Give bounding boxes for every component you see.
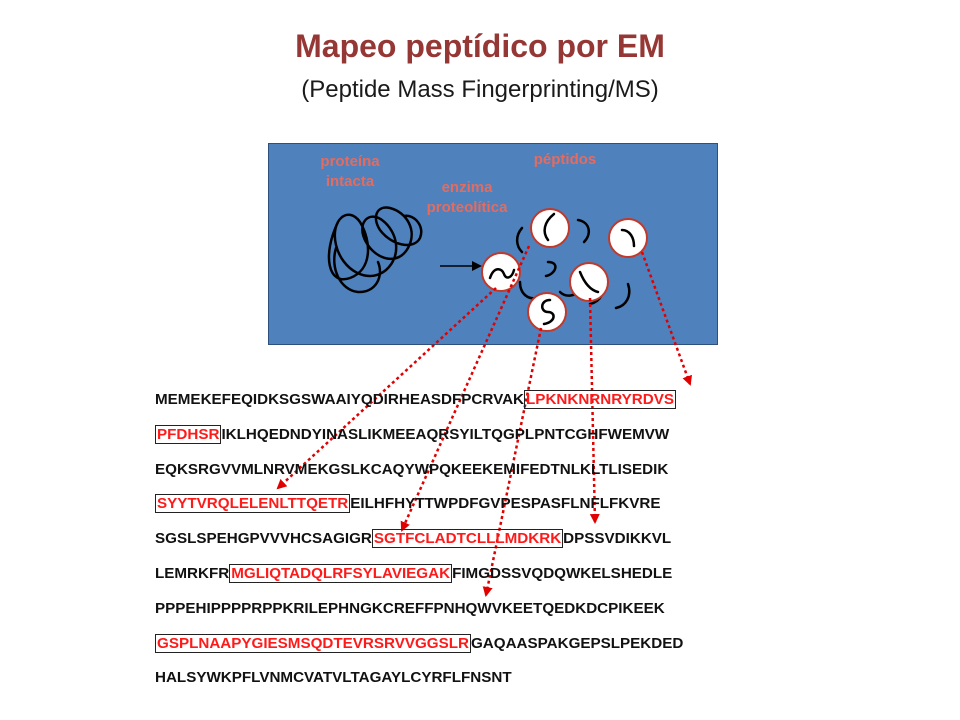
peptide-circle <box>609 219 647 257</box>
sequence-segment: HALSYWKPFLVNMCVATVLTAGAYLCYRFLFNSNT <box>155 669 512 687</box>
peptide-fragment <box>578 220 589 242</box>
highlighted-peptide: PFDHSR <box>157 425 220 443</box>
sequence-segment: FIMGDSSVQDQWKELSHEDLE <box>452 564 673 582</box>
sequence-segment: SGSLSPEHGPVVVHCSAGIGR <box>155 530 372 548</box>
sequence-segment: EILHFHYTTWPDFGVPESPASFLNFLFKVRE <box>350 495 661 513</box>
protein-sequence <box>155 390 855 703</box>
peptide-fragment <box>546 262 555 276</box>
sequence-line <box>155 425 855 460</box>
label-peptides-text: péptidos <box>533 151 597 168</box>
sequence-line <box>155 494 855 529</box>
sequence-line <box>155 529 855 564</box>
sequence-segment: EQKSRGVVMLNRVMEKGSLKCAQYWPQKEEKEMIFEDTNLKLTLISEDIK <box>155 460 669 478</box>
sequence-segment: MEMEKEFEQIDKSGSWAAIYQDIRHEASDFPCRVAK <box>155 391 525 408</box>
page-title: Mapeo peptídico por EM <box>295 28 665 64</box>
sequence-line <box>155 564 855 599</box>
peptide-fragment <box>616 284 629 308</box>
sequence-segment: GAQAASPAKGEPSLPEKDED <box>470 634 684 652</box>
label-proteolytic-enzyme-text: enzima proteolítica <box>426 179 508 216</box>
peptide-fragment <box>517 228 522 252</box>
mapping-arrow <box>642 252 690 384</box>
highlighted-peptide: GSPLNAAPYGIESMSQDTEVRSRVVGGSLR <box>157 634 469 652</box>
peptide-circle <box>531 209 569 247</box>
sequence-line <box>155 599 855 634</box>
highlighted-peptide: LPKNKNRNRYRDVS <box>526 391 674 408</box>
sequence-segment: DPSSVDIKKVL <box>563 530 672 548</box>
intact-protein-scribble <box>329 208 421 292</box>
label-intact-protein-text: proteína intacta <box>320 153 380 190</box>
highlighted-peptide: SYYTVRQLELENLTTQETR <box>157 495 349 513</box>
highlighted-peptide: MGLIQTADQLRFSYLAVIEGAK <box>231 564 451 582</box>
sequence-segment: IKLHQEDNDYINASLIKMEEAQRSYILTQGPLPNTCGHFWEMVW <box>221 425 670 443</box>
sequence-line <box>155 634 855 669</box>
peptide-circle <box>570 263 608 301</box>
sequence-line <box>155 460 855 495</box>
sequence-line <box>155 390 855 425</box>
page-subtitle: (Peptide Mass Fingerprinting/MS) <box>301 76 659 103</box>
sequence-segment: LEMRKFR <box>155 564 230 582</box>
highlighted-peptide: SGTFCLADTCLLLMDKRK <box>373 530 562 548</box>
sequence-segment: PPPEHIPPPPRPPKRILEPHNGKCREFFPNHQWVKEETQEDKDCPIKEEK <box>155 599 665 617</box>
sequence-line <box>155 668 855 703</box>
